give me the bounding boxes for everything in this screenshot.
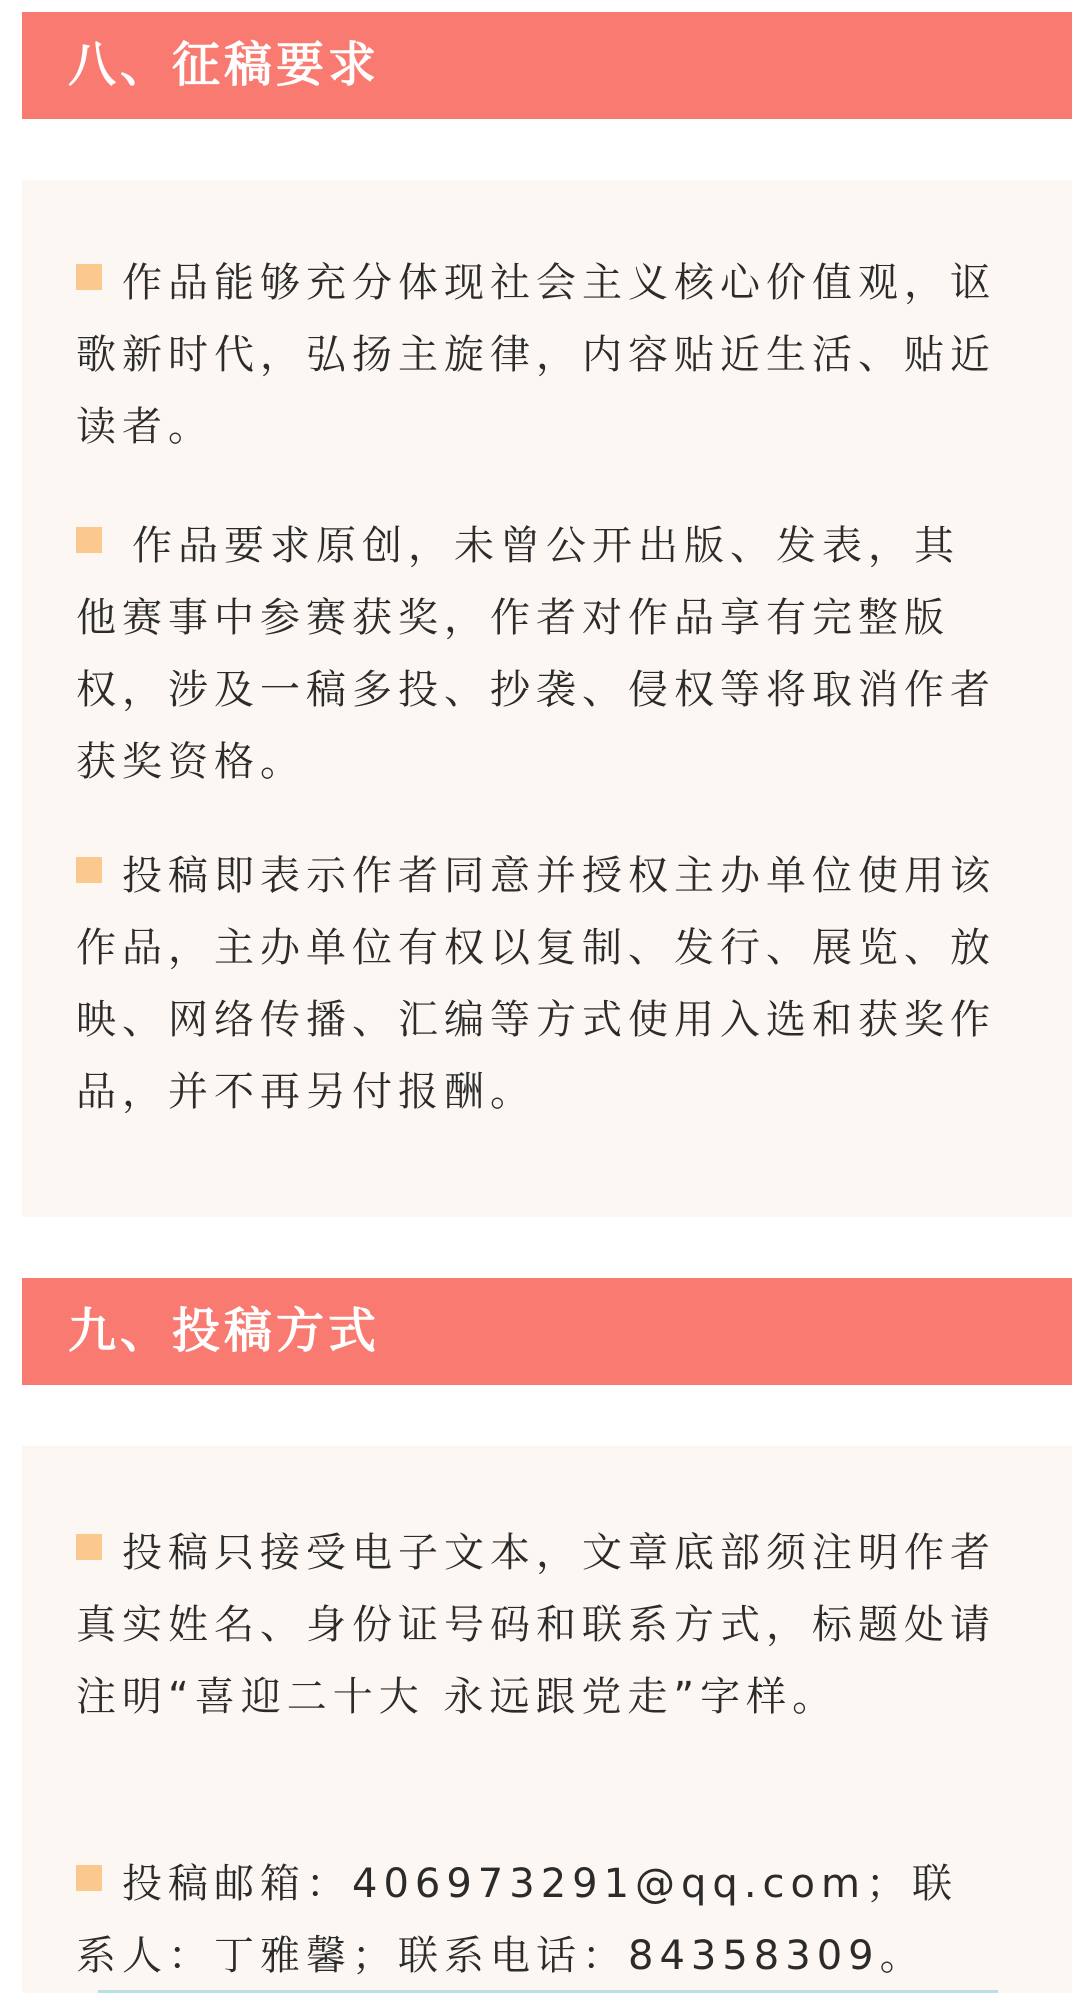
requirement-item [76, 247, 996, 463]
section-title: 八、征稿要求 [68, 37, 381, 93]
square-bullet-icon [76, 857, 102, 883]
submission-contact [76, 1848, 996, 1992]
submission-text: 投稿只接受电子文本，文章底部须注明作者真实姓名、身份证号码和联系方式，标题处请注明“喜迎二十大 永远跟党走”字样。 [76, 1530, 996, 1720]
requirement-item [76, 510, 996, 798]
section-title: 九、投稿方式 [68, 1303, 381, 1359]
square-bullet-icon [76, 1865, 102, 1891]
section-header-requirements [22, 12, 1072, 119]
section-header-submission [22, 1278, 1072, 1385]
square-bullet-icon [76, 1534, 102, 1560]
contact-text: 投稿邮箱：406973291@qq.com；联系人：丁雅馨；联系电话：84358309。 [76, 1861, 958, 1979]
requirement-text: 投稿即表示作者同意并授权主办单位使用该作品，主办单位有权以复制、发行、展览、放映、网络传播、汇编等方式使用入选和获奖作品，并不再另付报酬。 [76, 853, 996, 1115]
requirement-text: 作品要求原创，未曾公开出版、发表，其他赛事中参赛获奖，作者对作品享有完整版权，涉及一稿多投、抄袭、侵权等将取消作者获奖资格。 [76, 523, 996, 785]
requirement-item [76, 840, 996, 1128]
square-bullet-icon [76, 527, 102, 553]
square-bullet-icon [76, 264, 102, 290]
submission-item [76, 1517, 996, 1733]
requirement-text: 作品能够充分体现社会主义核心价值观，讴歌新时代，弘扬主旋律，内容贴近生活、贴近读者。 [76, 260, 996, 450]
